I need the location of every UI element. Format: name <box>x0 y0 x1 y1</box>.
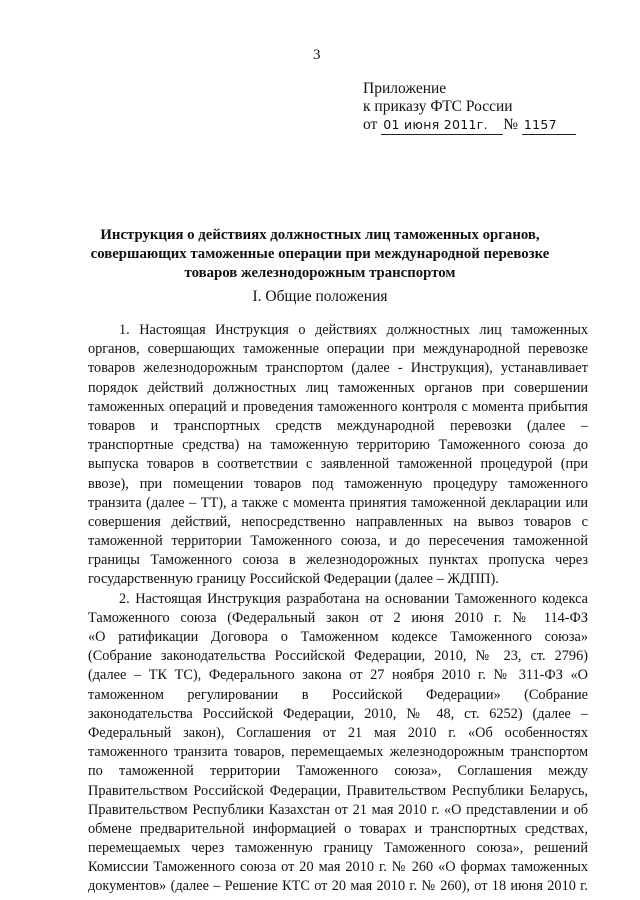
paragraph-1-line: государственную границу Российской Федерации (далее – ЖДПП). <box>88 571 499 588</box>
paragraph-2-line: Правительством Российской Федерации, Правительством Республики Беларусь, <box>88 782 588 799</box>
paragraph-1-line: 1. Настоящая Инструкция о действиях должностных лиц таможенных <box>119 322 588 338</box>
paragraph-2-line: по таможенной территории Таможенного союза», Соглашения между <box>88 763 588 780</box>
paragraph-2-line: Комиссии Таможенного союза от 20 мая 2010 г. № 260 «О формах таможенных <box>88 859 588 876</box>
paragraph-2-line: «О ратификации Договора о Таможенном кодексе Таможенного союза» <box>88 629 588 645</box>
paragraph-2-line: таможенного транзита товаров, перемещаемых железнодорожным транспортом <box>88 744 588 761</box>
paragraph-1-line: границы Таможенного союза в железнодорожных пунктах пропуска через <box>88 552 588 569</box>
order-date: 01 июня 2011г. <box>381 116 503 135</box>
title-line: совершающих таможенные операции при международной перевозке <box>90 246 550 262</box>
title-line: Инструкция о действиях должностных лиц таможенных органов, <box>100 227 540 243</box>
order-number: 1157 <box>522 116 576 135</box>
section-heading: I. Общие положения <box>252 288 388 305</box>
document-title <box>40 226 600 283</box>
body-text <box>88 321 588 897</box>
paragraph-1-line: транспортные средства) на таможенную территорию Таможенного союза до <box>88 437 588 454</box>
paragraph-2-line: обмене предварительной информацией о товарах и транспортных средствах, <box>88 820 588 837</box>
appendix-date-number-line <box>363 116 576 135</box>
paragraph-1-line: ввозе), при помещении товаров под таможенную процедуру таможенного <box>88 475 588 492</box>
paragraph-1-line: органов, совершающих таможенные операции при международной перевозке <box>88 341 588 358</box>
paragraph-2-line: документов» (далее – Решение КТС от 20 мая 2010 г. № 260), от 18 июня 2010 г. <box>88 878 588 895</box>
paragraph-1-line: выпуска товаров в соответствии с заявленной таможенной процедурой (при <box>88 456 588 473</box>
paragraph-1-line: транзита (далее – ТТ), а также с момента принятия таможенной декларации или <box>88 494 588 511</box>
paragraph-1-line: порядок действий должностных лиц таможенных органов при совершении <box>88 379 588 396</box>
paragraph-1-line: совершения действий, непосредственно направленных на вывоз товаров с <box>88 513 588 530</box>
page-number: 3 <box>313 47 321 63</box>
paragraph-1-line: товаров и транспортных средств международной перевозки (далее – <box>88 417 588 434</box>
paragraph-2-line: (далее – ТК ТС), Федерального закона от 27 ноября 2010 г. № 311-ФЗ «О <box>88 667 588 684</box>
paragraph-1-line: товаров железнодорожным транспортом (далее - Инструкция), устанавливает <box>88 360 588 377</box>
paragraph-2-line: Таможенного союза (Федеральный закон от 2 июня 2010 г. № 114-ФЗ <box>88 609 588 626</box>
number-label: № <box>503 116 518 133</box>
paragraph-1-line: таможенной территории Таможенного союза, и до пересечения таможенной <box>88 533 588 550</box>
from-label: от <box>363 116 378 133</box>
appendix-label: Приложение <box>363 80 447 97</box>
paragraph-2-line: перемещаемых через таможенную границу Таможенного союза», решений <box>88 840 588 857</box>
appendix-order-ref: к приказу ФТС России <box>363 98 513 115</box>
paragraph-2-line: законодательства Российской Федерации, 2010, № 48, ст. 6252) (далее – <box>88 705 588 722</box>
paragraph-2-line: таможенном регулировании в Российской Федерации» (Собрание <box>88 686 588 703</box>
paragraph-2-line: 2. Настоящая Инструкция разработана на основании Таможенного кодекса <box>119 590 588 607</box>
paragraph-1-line: таможенных операций и проведения таможенного контроля с момента прибытия <box>88 398 588 415</box>
appendix-block <box>363 80 576 135</box>
paragraph-2-line: (Собрание законодательства Российской Федерации, 2010, № 23, ст. 2796) <box>88 648 588 665</box>
title-line: товаров железнодорожным транспортом <box>184 265 456 281</box>
paragraph-2-line: Правительством Республики Казахстан от 21 мая 2010 г. «О представлении и об <box>88 801 588 818</box>
paragraph-2-line: Федеральный закон), Соглашения от 21 мая 2010 г. «Об особенностях <box>88 724 588 741</box>
